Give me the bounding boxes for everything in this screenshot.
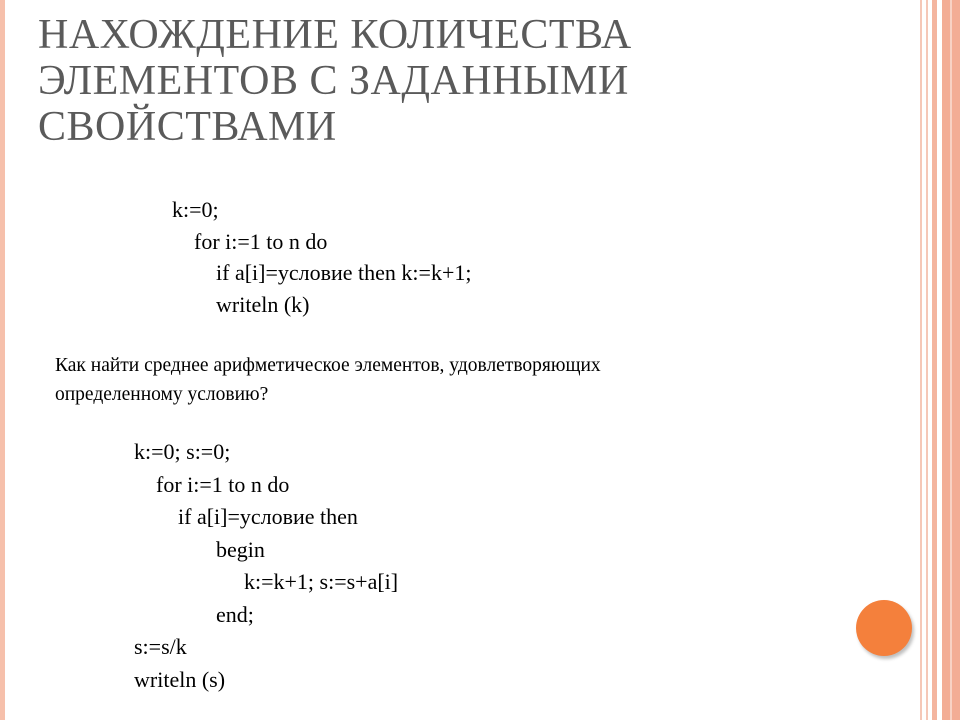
code-line: begin	[216, 536, 265, 562]
decor-stripe	[920, 0, 922, 720]
code-line: if a[i]=условие then	[178, 504, 358, 529]
slide-title-line: ЭЛЕМЕНТОВ С ЗАДАННЫМИ	[38, 58, 629, 104]
code-line: for i:=1 to n do	[156, 471, 290, 497]
slide-title	[38, 12, 878, 150]
code-line: writeln (k)	[216, 291, 310, 317]
code-line: if a[i]=условие then k:=k+1;	[216, 260, 472, 285]
decor-stripe	[932, 0, 937, 720]
code-line: for i:=1 to n do	[194, 228, 328, 254]
slide-title-line: НАХОЖДЕНИЕ КОЛИЧЕСТВА	[38, 12, 632, 58]
code-line: k:=0;	[172, 197, 219, 222]
code-line: k:=k+1; s:=s+a[i]	[244, 569, 399, 594]
code-snippet-count	[172, 194, 471, 320]
code-snippet-average	[134, 436, 398, 696]
code-line: k:=0; s:=0;	[134, 439, 231, 464]
question-line: Как найти среднее арифметическое элементов, удовлетворяющих	[55, 355, 601, 376]
code-line: s:=s/k	[134, 634, 187, 659]
right-decorative-stripes	[920, 0, 960, 720]
decorative-orange-circle	[856, 600, 912, 656]
question-line: определенному условию?	[55, 384, 269, 405]
question-text	[55, 351, 875, 409]
decor-stripe	[950, 0, 952, 720]
decor-stripe	[926, 0, 928, 720]
code-line: writeln (s)	[134, 666, 226, 692]
slide-title-line: СВОЙСТВАМИ	[38, 104, 337, 150]
code-line: end;	[216, 601, 254, 627]
left-border-stripe	[0, 0, 5, 720]
